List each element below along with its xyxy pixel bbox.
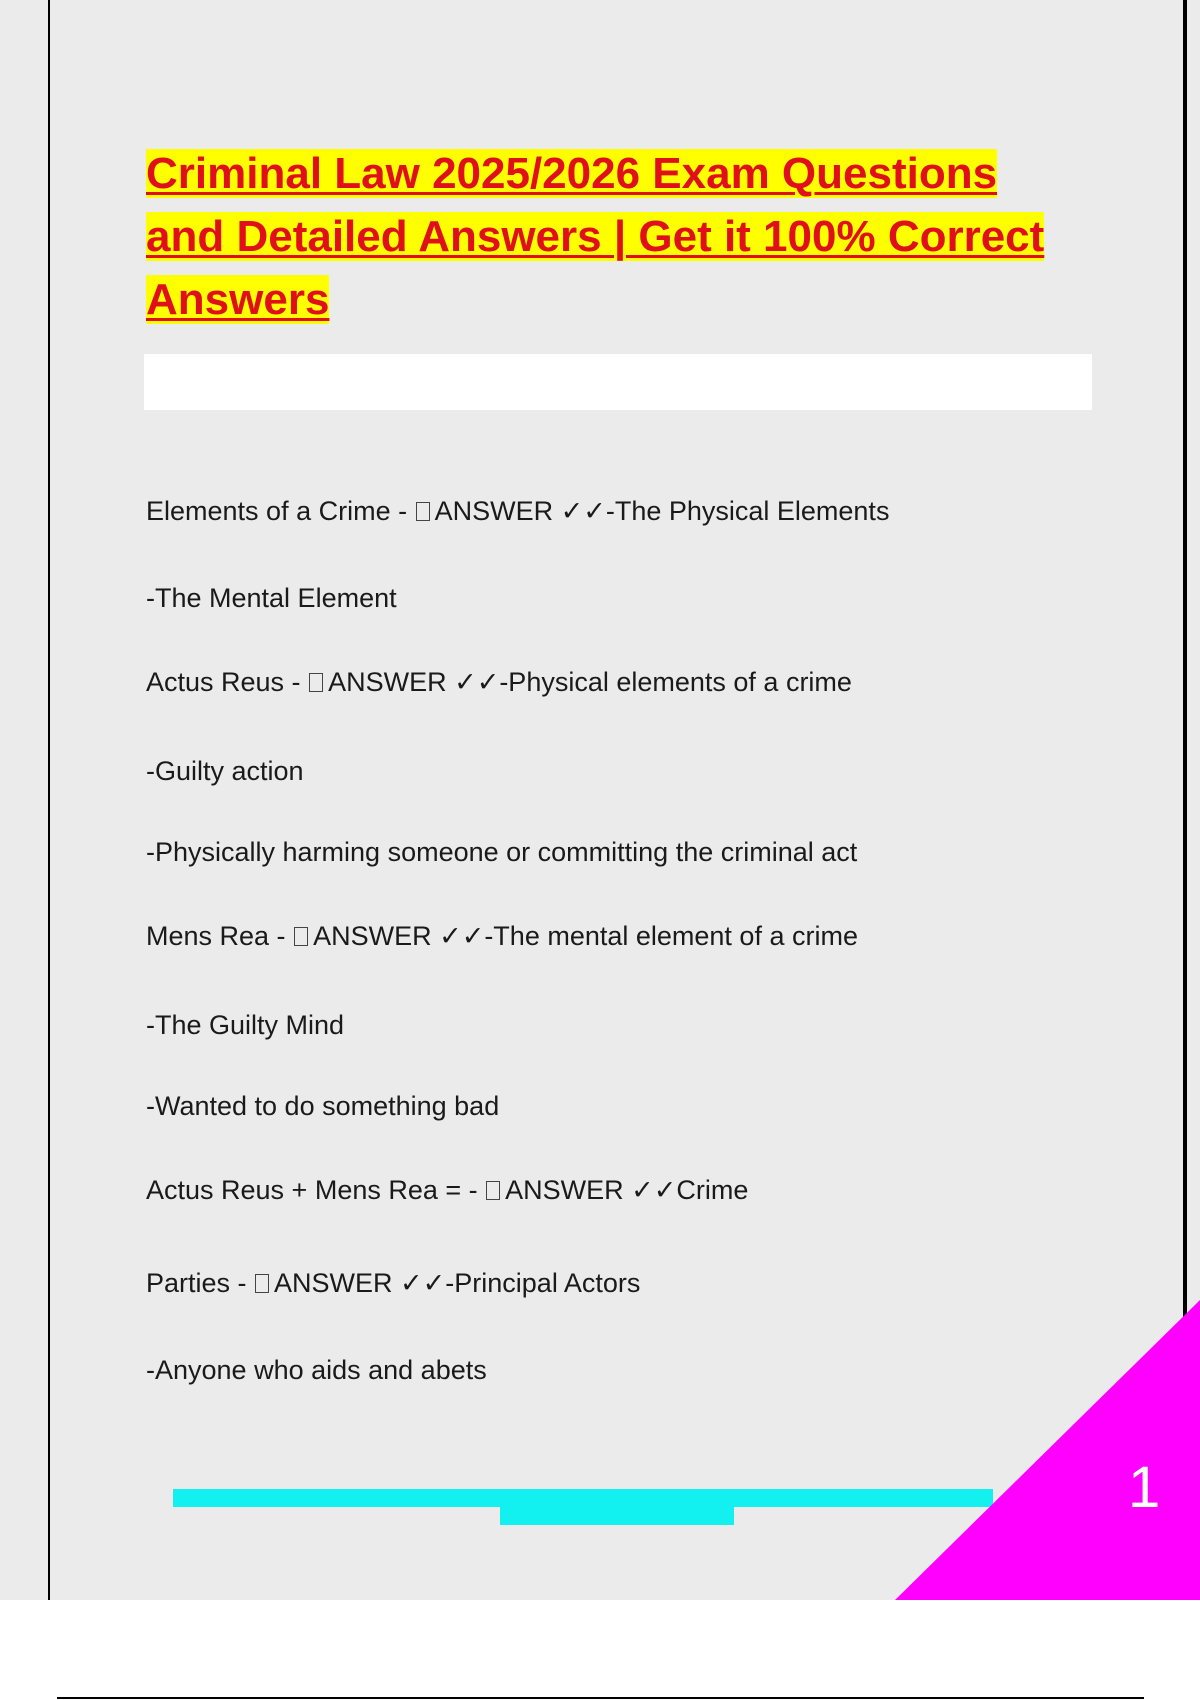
answer-text: -Wanted to do something bad (146, 1091, 500, 1121)
question-text: Elements of a Crime - (146, 496, 415, 526)
question-text: Mens Rea - (146, 921, 294, 951)
answer-text: -Physically harming someone or committing the criminal act (146, 837, 858, 867)
question-text: Parties - (146, 1268, 255, 1298)
bottom-divider (57, 1697, 1144, 1699)
answer-text: ANSWER ✓✓-Physical elements of a crime (328, 667, 852, 697)
corner-triangle-shape (895, 1300, 1200, 1600)
answer-text: ANSWER ✓✓-The mental element of a crime (313, 921, 858, 951)
answer-text: ANSWER ✓✓-Principal Actors (274, 1268, 641, 1298)
document-title-text: Criminal Law 2025/2026 Exam Questions and Detailed Answers | Get it 100% Correct Answers (146, 149, 1045, 324)
question-text: Actus Reus - (146, 667, 309, 697)
answer-text: -Anyone who aids and abets (146, 1355, 487, 1385)
answer-text: -The Mental Element (146, 583, 397, 613)
answer-text: -Guilty action (146, 756, 304, 786)
answer-text: ANSWER ✓✓-The Physical Elements (434, 496, 890, 526)
answer-text: -The Guilty Mind (146, 1010, 345, 1040)
page-number: 1 (1128, 1455, 1161, 1520)
answer-text: ANSWER ✓✓Crime (505, 1175, 749, 1205)
question-text: Actus Reus + Mens Rea = - (146, 1175, 486, 1205)
